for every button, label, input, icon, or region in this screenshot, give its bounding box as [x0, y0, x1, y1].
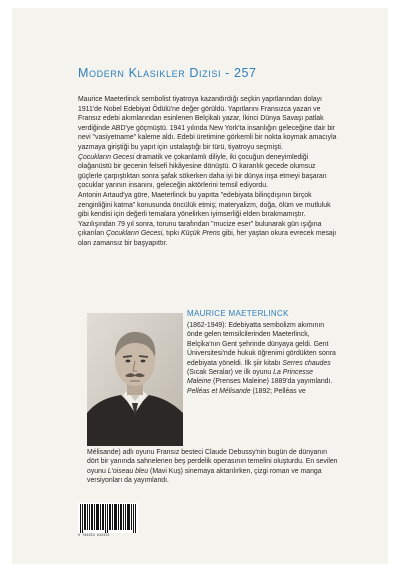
work-title: Pelléas et Mélisande [187, 387, 251, 395]
author-portrait [87, 313, 183, 446]
work-title: Serres chaudes [282, 359, 331, 367]
blurb-paragraph: Antonin Artaud'ya göre, Maeterlinck bu yapıtta "edebiyata bilinçdışının birçok zenginliğini katma" konusunda öncülük etmiş; materyalizm, doğa, ölüm ve mutluluk gibi kendisi için değerli temalara yönelirken iyimserliği elden bırakmamıştır. [78, 191, 331, 219]
book-title: Çocukların Gecesi [78, 153, 135, 161]
author-photo-image [87, 313, 183, 446]
blurb-paragraph: Yazılışından 79 yıl sonra, torunu tarafından "mucize eser" bulunarak gün ışığına çıkarılan Çocukların Gecesi, tıpkı Küçük Prens gibi, her yaştan okura evrecek mesajı olan zamansız bir başyapıttır. [78, 220, 337, 247]
book-title: Küçük Prens [181, 230, 221, 238]
author-bio-side: (1862-1949): Edebiyatta sembolizm akımının önde gelen temsilcilerinden Maeterlinck, Belçika'nın Gent şehrinde dünyaya geldi. Gent Üniversitesi'nde hukuk öğrenimi gördükten sonra edebiyata yöneldi. İlk şiir kitabı Serres chaudes (Sıcak Seralar) ve ilk oyunu La Princesse Maleine (Prenses Maleine) 1889'da yayımlandı. Pelléas et Mélisande (1892; Pelléas ve [187, 322, 336, 395]
book-blurb [78, 95, 340, 249]
isbn-barcode [78, 503, 138, 533]
work-title: L'oiseau bleu [107, 467, 149, 475]
series-title: Modern Klasikler Dizisi - 257 [78, 66, 257, 80]
author-bio-continued: Mélisande) adlı oyunu Fransız besteci Claude Debussy'nin bugün de dünyanın dört bir yanında sahnelenen beş perdelik operasının temelini oluşturdu. En sevilen oyunu L'oiseau bleu (Mavi Kuş) sinemaya aktarılırken, çizgi roman ve manga versiyonları da yayımlandı. [87, 449, 338, 485]
blurb-paragraph: Maurice Maeterlinck sembolist tiyatroya kazandırdığı seçkin yapıtlarından dolayı 1911'de Nobel Edebiyat Ödülü'ne değer görüldü. Yapıtlarını Fransızca yazan ve Fransız edebi akımlarından esinlenen Belçikalı yazar, İkinci Dünya Savaşı patlak verdiğinde ABD'ye göçmüştü. 1941 yılında New York'ta insanlığın geleceğine dair bir nevi "vasiyetname" kaleme aldı. Edebi üretimine görkemli bir nokta koymak amacıyla yazmaya giriştiği bu yapıt için ustalaştığı bir türü, tiyatroyu seçmişti. [78, 96, 337, 151]
author-name: MAURICE MAETERLINCK [187, 309, 289, 318]
blurb-paragraph: Çocukların Gecesi dramatik ve çokanlamlı diliyle, iki çocuğun deneyimlediği olağanüstü bir gecenin felsefi hikâyesine dönüştü. O karanlık gecede olumsuz güçlerle çarpıştıktan sonra şafak sökerken daha iyi bir dünya inşa etmeyi başaran çocuklar yarının insanını, geleceğin aktörlerini temsil ediyordu. [78, 153, 327, 190]
isbn-number: 9 786253 942331 [78, 533, 110, 537]
book-title: Çocukların Gecesi, [105, 230, 165, 238]
work-title: La Princesse Maleine [187, 369, 314, 386]
